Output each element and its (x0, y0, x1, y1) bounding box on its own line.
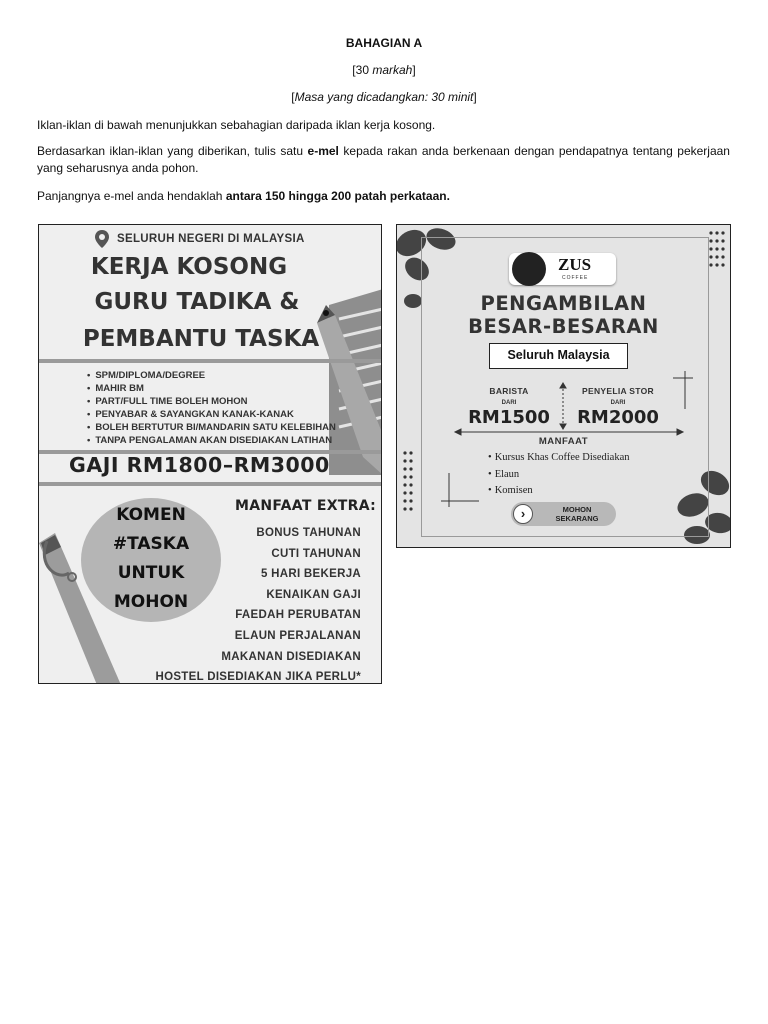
extra-item: CUTI TAHUNAN (271, 547, 361, 560)
ad1-extra-title: MANFAAT EXTRA: (235, 498, 377, 514)
benefit-item: • Komisen (488, 483, 630, 500)
requirement-item: • SPM/DIPLOMA/DEGREE (87, 369, 336, 382)
ad2-benefits-title: MANFAAT (538, 436, 589, 447)
extra-item: BONUS TAHUNAN (256, 527, 361, 539)
task-text-bold: e-mel (307, 144, 339, 158)
extra-item: HOSTEL DISEDIAKAN JIKA PERLU* (155, 671, 361, 684)
time-text: Masa yang dicadangkan: 30 minit (294, 90, 474, 104)
job-title-penyelia: PENYELIA STOR (582, 386, 654, 396)
marks-word: markah (372, 63, 413, 77)
time-label: [Masa yang dicadangkan: 30 minit] (291, 90, 477, 104)
requirement-item: • PENYABAR & SAYANGKAN KANAK-KANAK (87, 408, 336, 421)
ad-kindergarten (38, 224, 382, 684)
ad1-salary: GAJI RM1800–RM3000 (69, 453, 330, 477)
requirement-item: • BOLEH BERTUTUR BI/MANDARIN SATU KELEBIHAN (87, 421, 336, 434)
comment-line: MOHON (113, 592, 189, 612)
ad1-divider-top (39, 359, 382, 363)
brand-subtitle: COFFEE (562, 275, 589, 281)
zus-logo-emblem-icon (512, 252, 546, 286)
requirement-item: • TANPA PENGALAMAN AKAN DISEDIAKAN LATIHAN (87, 434, 336, 447)
ad1-requirements (87, 369, 336, 447)
extra-item: 5 HARI BEKERJA (260, 568, 361, 581)
requirement-item: • PART/FULL TIME BOLEH MOHON (87, 395, 336, 408)
extra-item: KENAIKAN GAJI (266, 588, 361, 601)
brand-name: ZUS (558, 255, 592, 274)
length-text-bold: antara 150 hingga 200 patah perkataan. (225, 189, 450, 203)
length-text-a: Panjangnya e-mel anda hendaklah (37, 189, 226, 203)
ad1-title-line-2: GURU TADIKA & (94, 289, 300, 315)
task-text-c: kepada rakan anda berkenaan dengan pendapatnya tentang pekerjaan yang seharusnya anda pohon. (37, 144, 730, 175)
ad2-headline-line-1: PENGAMBILAN (480, 292, 647, 315)
section-title: BAHAGIAN A (345, 36, 423, 50)
ad-zus-coffee (396, 224, 731, 548)
job-from-penyelia: DARI (610, 400, 626, 406)
job-from-barista: DARI (501, 400, 517, 406)
extra-item: MAKANAN DISEDIAKAN (221, 650, 361, 663)
task-text-a: Berdasarkan iklan-iklan yang diberikan, tulis satu (37, 144, 308, 158)
apply-label-line: SEKARANG (555, 514, 599, 523)
ad1-extras (155, 523, 361, 684)
marks-label: [30 markah] (352, 63, 416, 77)
ad1-title-line-1: KERJA KOSONG (90, 254, 288, 280)
location-pin-icon (95, 230, 109, 248)
ad1-location: SELURUH NEGERI DI MALAYSIA (117, 233, 305, 245)
apply-label-line: MOHON (562, 505, 592, 514)
ad1-divider-salary-bottom (39, 482, 382, 486)
instruction-task (37, 143, 730, 177)
comment-line: UNTUK (117, 563, 185, 583)
comment-line: #TASKA (112, 534, 190, 554)
marks-number: 30 (355, 63, 369, 77)
benefit-item: • Elaun (488, 467, 630, 484)
ad2-region-box: Seluruh Malaysia (489, 343, 628, 369)
apply-now-label (537, 505, 617, 523)
extra-item: ELAUN PERJALANAN (234, 629, 361, 642)
chevron-right-icon: › (513, 504, 533, 524)
instruction-length (37, 188, 730, 205)
job-pay-barista: RM1500 (468, 407, 550, 428)
ad1-title-line-3: PEMBANTU TASKA (82, 326, 320, 352)
extra-item: FAEDAH PERUBATAN (235, 609, 361, 622)
job-pay-penyelia: RM2000 (577, 407, 659, 428)
comment-line: KOMEN (116, 505, 186, 525)
benefit-item: • Kursus Khas Coffee Disediakan (488, 450, 630, 467)
requirement-item: • MAHIR BM (87, 382, 336, 395)
ad2-headline-line-2: BESAR-BESARAN (468, 315, 659, 338)
ad2-benefits (488, 450, 630, 500)
instruction-intro: Iklan-iklan di bawah menunjukkan sebahagian daripada iklan kerja kosong. (37, 118, 436, 132)
job-title-barista: BARISTA (489, 386, 529, 396)
